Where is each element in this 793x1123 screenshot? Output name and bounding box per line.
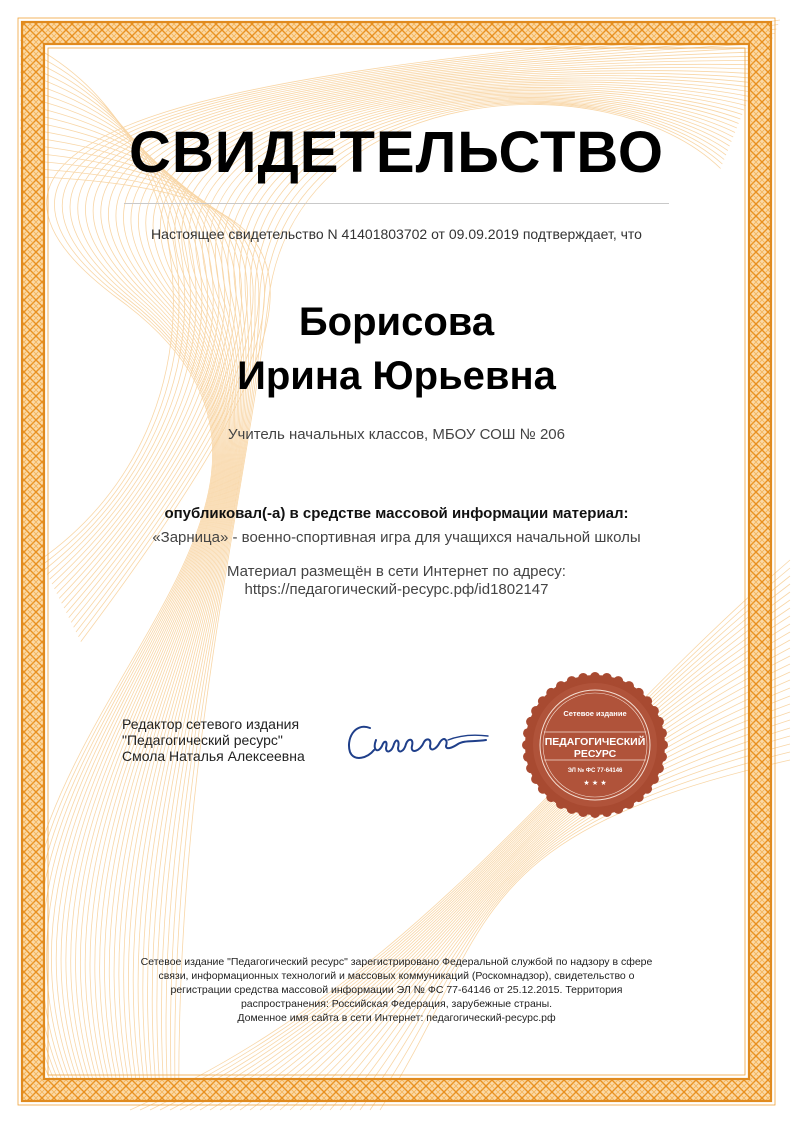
editor-title: Редактор сетевого издания [122, 716, 300, 732]
footer-line-1: Сетевое издание "Педагогический ресурс" зарегистрировано Федеральной службой по надзору в сфере [140, 956, 653, 968]
footer-line-3: регистрации средства массовой информации ЭЛ № ФС 77-64146 от 25.12.2015. Территория [170, 984, 623, 996]
material-url: https://педагогический-ресурс.рф/id1802147 [244, 581, 549, 598]
editor-block [122, 716, 305, 764]
certificate-intro: Настоящее свидетельство N 41401803702 от 09.09.2019 подтверждает, что [151, 226, 642, 242]
title-divider [124, 203, 669, 204]
seal-top-text: Сетевое издание [563, 709, 627, 718]
material-title: «Зарница» - военно-спортивная игра для учащихся начальной школы [152, 529, 641, 546]
footer-line-2: связи, информационных технологий и массовых коммуникаций (Роскомнадзор), свидетельство о [158, 970, 635, 982]
seal-main-line1: ПЕДАГОГИЧЕСКИЙ [544, 736, 646, 748]
recipient-position: Учитель начальных классов, МБОУ СОШ № 206 [228, 426, 565, 443]
footer-line-5: Доменное имя сайта в сети Интернет: педагогический-ресурс.рф [237, 1012, 556, 1024]
seal-reg-text: ЭЛ № ФС 77-64146 [567, 768, 623, 774]
publication-seal [522, 672, 668, 818]
placement-label: Материал размещён в сети Интернет по адресу: [227, 563, 566, 580]
editor-name: Смола Наталья Алексеевна [122, 748, 305, 764]
seal-main-line2: РЕСУРС [573, 748, 617, 760]
registration-footer [120, 955, 673, 1025]
recipient-given-names: Ирина Юрьевна [237, 354, 556, 398]
recipient-surname: Борисова [298, 300, 495, 344]
editor-signature [340, 710, 495, 770]
published-label: опубликовал(-а) в средстве массовой информации материал: [164, 505, 629, 522]
seal-stars: ★ ★ ★ [583, 779, 607, 787]
footer-line-4: распространения: Российская Федерация, зарубежные страны. [240, 998, 553, 1010]
certificate-title: СВИДЕТЕЛЬСТВО [129, 120, 664, 185]
editor-publication: "Педагогический ресурс" [122, 732, 283, 748]
